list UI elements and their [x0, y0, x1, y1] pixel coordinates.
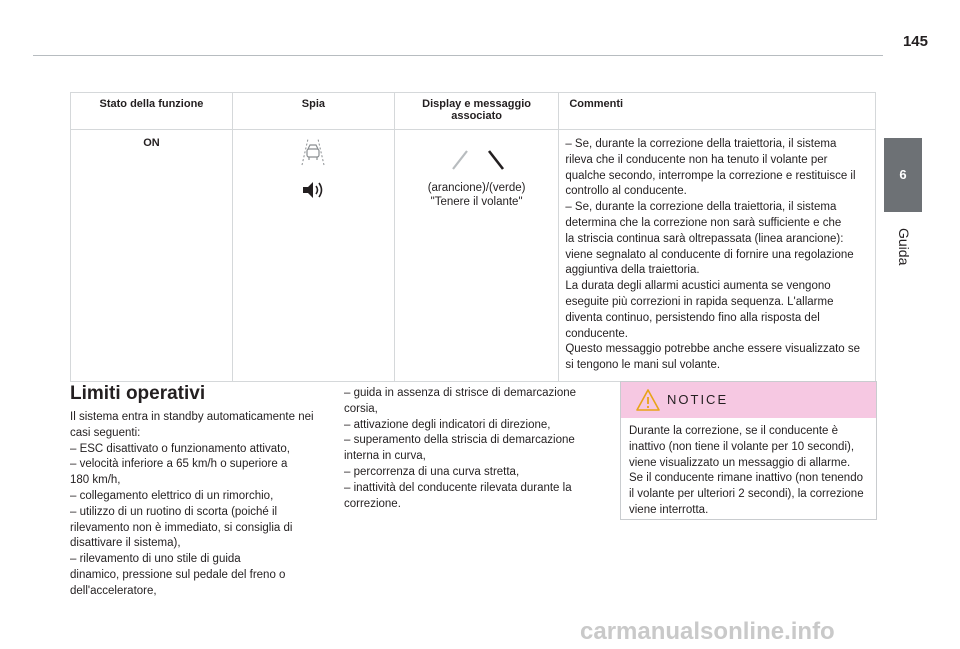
comment-line: – Se, durante la correzione della traiettoria, il sistema — [565, 201, 837, 214]
comment-cell — [559, 130, 876, 382]
display-message: "Tenere il volante" — [430, 196, 523, 208]
header-state: Stato della funzione — [71, 93, 233, 130]
page-number: 145 — [902, 33, 928, 50]
lane-line-green-icon — [489, 151, 503, 169]
notice-body — [621, 418, 876, 519]
limits-column-right — [344, 386, 600, 512]
comment-line: si tengono le mani sul volante. — [565, 359, 721, 372]
comment-line: controllo al conducente. — [565, 185, 687, 198]
notice-line: il volante per ulteriori 2 secondi), la correzione — [629, 488, 864, 501]
section-title: Limiti operativi — [70, 383, 206, 404]
text-line: – collegamento elettrico di un rimorchio, — [70, 489, 274, 502]
text-line: correzione. — [344, 497, 401, 510]
text-line: – rilevamento di uno stile di guida — [70, 553, 241, 566]
comment-line: la striscia continua sarà oltrepassata (linea arancione): — [565, 232, 844, 245]
text-line: disattivare il sistema), — [70, 537, 181, 550]
chapter-label: Guida — [896, 228, 912, 266]
comment-line: aggiuntiva della traiettoria. — [565, 264, 700, 277]
text-line: – superamento della striscia di demarcazione — [344, 434, 575, 447]
header-spia: Spia — [232, 93, 394, 130]
notice-line: viene visualizzato un messaggio di allarme. — [629, 456, 851, 469]
comment-line: qualche secondo, interrompe la correzione e restituisce il — [565, 169, 856, 182]
notice-line: Se il conducente rimane inattivo (non tenendo — [629, 472, 863, 485]
text-line: casi seguenti: — [70, 426, 141, 439]
text-line: – ESC disattivato o funzionamento attivato, — [70, 442, 290, 455]
notice-box — [620, 381, 877, 520]
text-line: rilevamento non è immediato, si consiglia di — [70, 521, 293, 534]
notice-line: inattivo (non tiene il volante per 10 secondi), — [629, 440, 855, 453]
text-line: – inattività del conducente rilevata durante la — [344, 481, 572, 494]
comment-line: rileva che il conducente non ha tenuto il volante per — [565, 153, 828, 166]
watermark: carmanualsonline.info — [580, 618, 835, 645]
text-line: dell'acceleratore, — [70, 584, 157, 597]
text-line: – attivazione degli indicatori di direzione, — [344, 418, 551, 431]
text-line: corsia, — [344, 402, 378, 415]
comment-line: Questo messaggio potrebbe anche essere visualizzato se — [565, 343, 861, 356]
header-rule — [33, 55, 883, 56]
comment-line: La durata degli allarmi acustici aumenta se vengono — [565, 280, 831, 293]
text-line: Il sistema entra in standby automaticamente nei — [70, 411, 314, 423]
warning-triangle-icon — [635, 388, 661, 412]
comment-line: diventa continuo, persistendo fino alla risposta del — [565, 311, 820, 324]
display-cell — [394, 130, 558, 382]
limits-column-left — [70, 410, 326, 600]
comment-line: viene segnalato al conducente di fornire una regolazione — [565, 248, 854, 261]
chapter-label-container — [884, 218, 922, 278]
spia-cell — [232, 130, 394, 382]
comment-line: eseguite più correzioni in rapida sequenza. L'allarme — [565, 295, 834, 308]
state-cell: ON — [71, 130, 233, 382]
sound-alert-icon — [300, 179, 326, 201]
comment-line: – Se, durante la correzione della traiettoria, il sistema — [565, 138, 837, 150]
lane-lines-display-icon — [437, 143, 517, 173]
text-line: – utilizzo di un ruotino di scorta (poiché il — [70, 505, 278, 518]
table-row — [71, 130, 876, 382]
function-status-table — [70, 92, 876, 382]
display-color-note: (arancione)/(verde) — [427, 182, 526, 194]
notice-title: NOTICE — [667, 392, 729, 407]
table-header-row — [71, 93, 876, 130]
comment-line: determina che la correzione non sarà sufficiente e che — [565, 216, 842, 229]
comment-line: conducente. — [565, 327, 628, 340]
text-line: – guida in assenza di strisce di demarcazione — [344, 387, 577, 399]
header-display: Display e messaggio associato — [394, 93, 558, 130]
lane-line-orange-icon — [453, 151, 467, 169]
text-line: dinamico, pressione sul pedale del freno o — [70, 568, 286, 581]
chapter-tab[interactable]: 6 — [884, 138, 922, 212]
text-line: 180 km/h, — [70, 474, 121, 487]
notice-line: Durante la correzione, se il conducente è — [629, 425, 839, 437]
header-comments: Commenti — [559, 93, 876, 130]
text-line: interna in curva, — [344, 450, 426, 463]
notice-header — [621, 382, 876, 418]
text-line: – percorrenza di una curva stretta, — [344, 465, 520, 478]
lane-keeping-assist-icon — [296, 137, 330, 167]
notice-line: viene interrotta. — [629, 503, 709, 516]
text-line: – velocità inferiore a 65 km/h o superiore a — [70, 458, 288, 471]
